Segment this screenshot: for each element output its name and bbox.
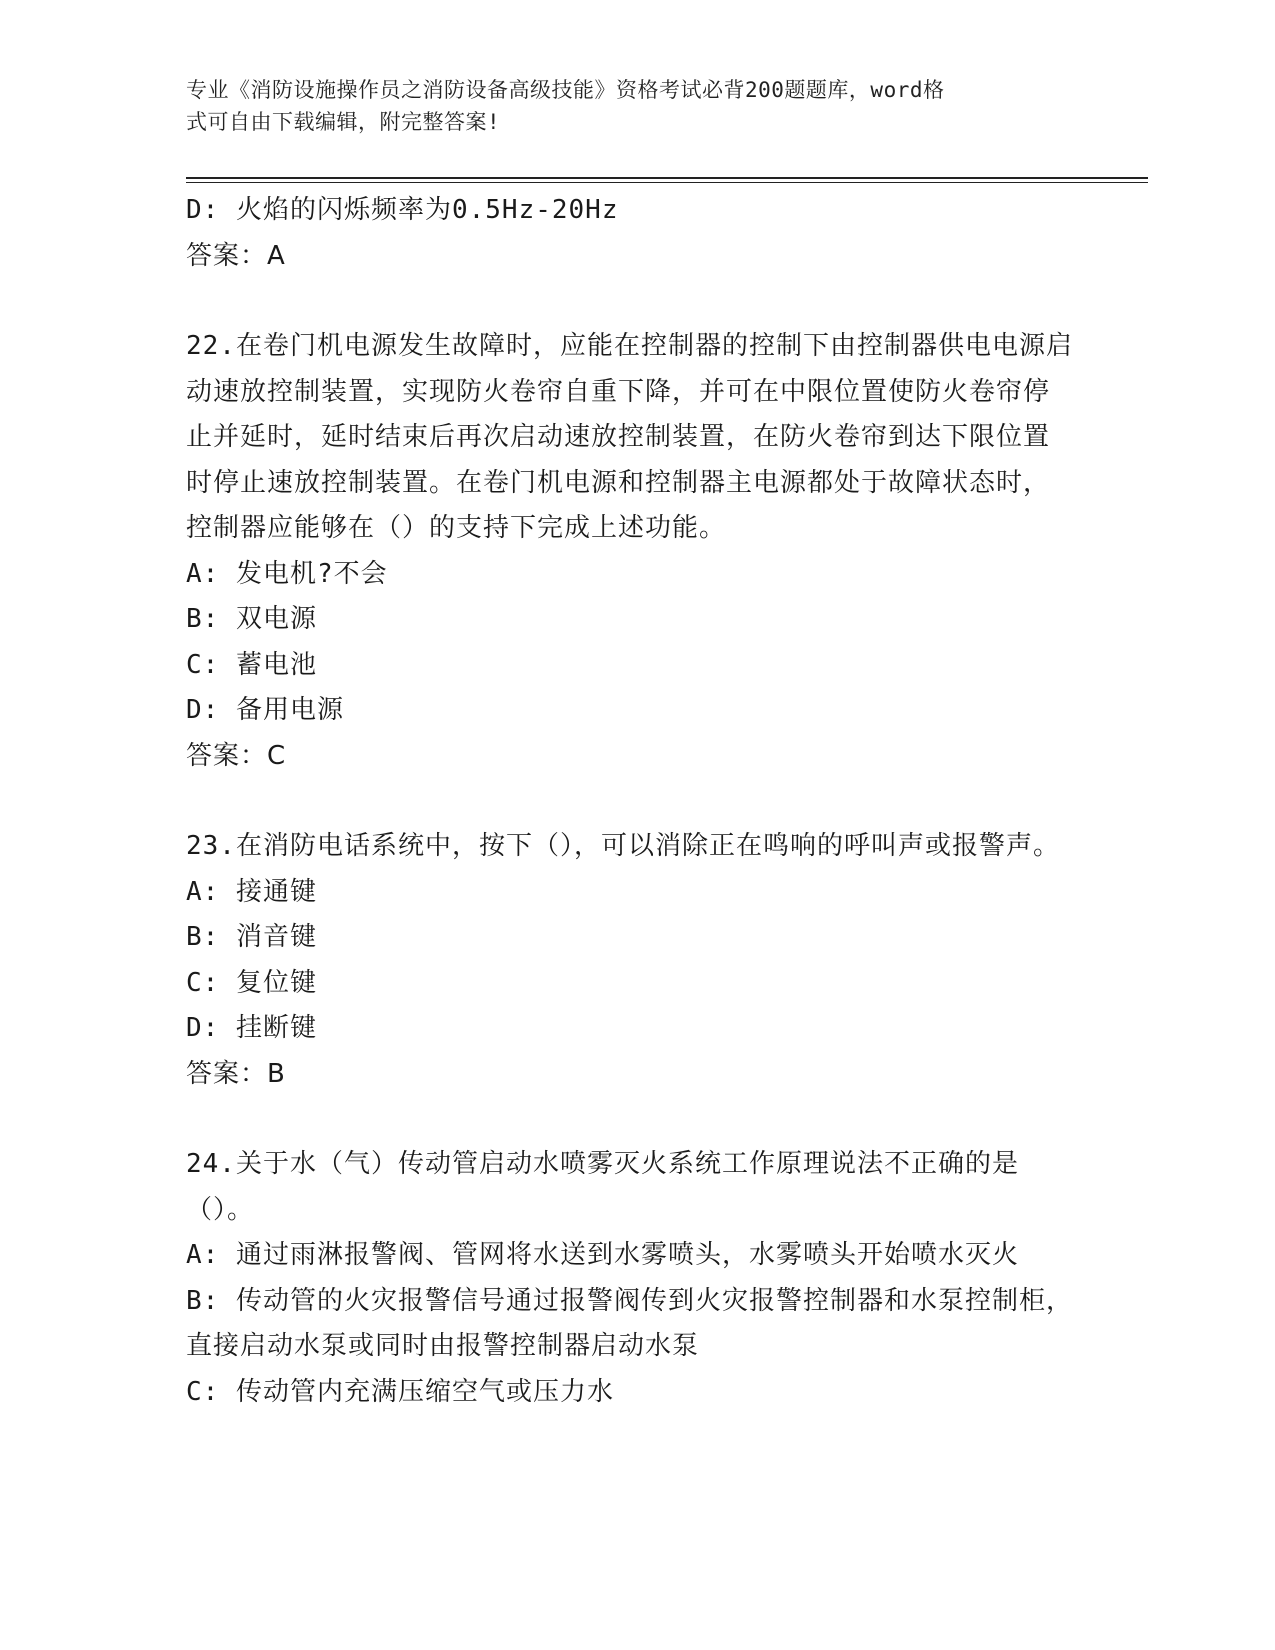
option-a: A: 接通键 <box>186 876 317 907</box>
spacer <box>186 779 1076 824</box>
prev-option-d: D: 火焰的闪烁频率为0.5Hz-20Hz <box>186 195 619 225</box>
option-c: C: 复位键 <box>186 967 317 998</box>
header-line-1: 专业《消防设施操作员之消防设备高级技能》资格考试必背200题题库，word格 <box>186 78 945 102</box>
question-24 <box>186 1142 1076 1415</box>
answer-value: C <box>267 740 287 771</box>
question-23 <box>186 824 1076 1097</box>
option-c: C: 传动管内充满压缩空气或压力水 <box>186 1376 614 1407</box>
option-b: B: 双电源 <box>186 604 317 634</box>
question-stem: 23.在消防电话系统中，按下（），可以消除正在鸣响的呼叫声或报警声。 <box>186 831 1060 861</box>
option-a: A: 发电机?不会 <box>186 558 388 589</box>
prev-answer <box>186 234 1076 280</box>
header-line-2: 式可自由下载编辑，附完整答案! <box>186 110 501 134</box>
answer-label: 答案： <box>186 1058 268 1089</box>
answer-value: B <box>267 1058 286 1089</box>
question-answer <box>186 1052 1076 1098</box>
question-stem: 22.在卷门机电源发生故障时，应能在控制器的控制下由控制器供电电源启动速放控制装置，实现防火卷帘自重下降，并可在中限位置使防火卷帘停止并延时，延时结束后再次启动速放控制装置，在防火卷帘到达下限位置时停止速放控制装置。在卷门机电源和控制器主电源都处于故障状态时，控制器应能够在（）的支持下完成上述功能。 <box>186 331 1073 543</box>
document-body <box>186 188 1076 1415</box>
option-b: B: 消音键 <box>186 922 317 952</box>
question-answer <box>186 734 1076 780</box>
question-stem: 24.关于水（气）传动管启动水喷雾灭火系统工作原理说法不正确的是（）。 <box>186 1149 1019 1225</box>
header-rule-thick <box>186 177 1148 179</box>
option-a: A: 通过雨淋报警阀、管网将水送到水雾喷头，水雾喷头开始喷水灭火 <box>186 1240 1019 1270</box>
spacer <box>186 1097 1076 1142</box>
option-d: D: 备用电源 <box>186 695 344 725</box>
answer-label: 答案： <box>186 240 268 271</box>
question-22 <box>186 324 1076 779</box>
option-d: D: 挂断键 <box>186 1013 317 1043</box>
header-rule-thin <box>186 182 1148 183</box>
answer-value: A <box>267 240 286 271</box>
answer-label: 答案： <box>186 740 268 771</box>
option-c: C: 蓄电池 <box>186 649 317 680</box>
page-header <box>186 74 1066 138</box>
option-b: B: 传动管的火灾报警信号通过报警阀传到火灾报警控制器和水泵控制柜，直接启动水泵或同时由报警控制器启动水泵 <box>186 1285 1073 1361</box>
spacer <box>186 279 1076 324</box>
